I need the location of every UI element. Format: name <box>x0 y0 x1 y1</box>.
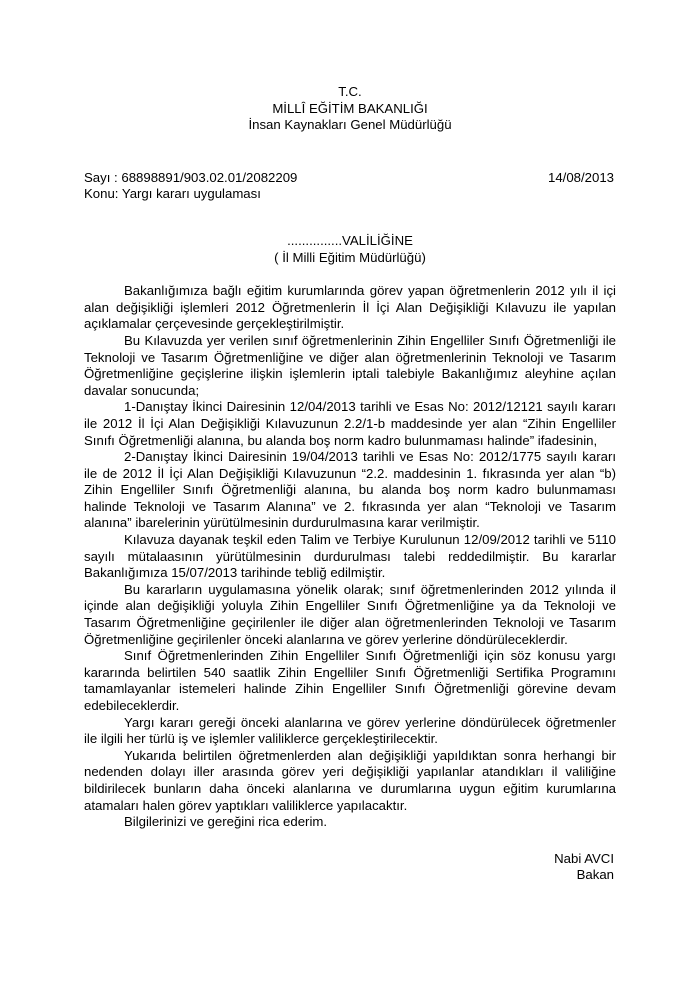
body-paragraph: Yukarıda belirtilen öğretmenlerden alan değişikliği yapıldıktan sonra herhangi bir nedenden dolayı iller arasında görev yeri değişikliği yapılanlar atandıkları il valiliğine bildirilecek bunların daha önceki alanlarına ve durumlarına uygun eğitim kurumlarına atamaları halen görev yaptıkları valiliklerce yapılacaktır. <box>84 747 616 813</box>
body-paragraph: 1-Danıştay İkinci Dairesinin 12/04/2013 tarihli ve Esas No: 2012/12121 sayılı kararı ile 2012 İl İçi Alan Değişikliği Kılavuzunun 2.2/1-b maddesinde yer alan “Zihin Engelliler Sınıfı Öğretmenliği alanına, bu alanda boş norm kadro bulunmaması halinde” ifadesinin, <box>84 399 616 448</box>
body-paragraph: Bu Kılavuzda yer verilen sınıf öğretmenlerinin Zihin Engelliler Sınıfı Öğretmenliği ile Teknoloji ve Tasarım Öğretmenliğine ve diğer alan öğretmenlerinin Teknoloji ve Tasarım Öğretmenliğine geçişlerine ilişkin işlemlerin iptali talebiyle Bakanlığımız aleyhine açılan davalar sonucunda; <box>84 332 616 398</box>
meta-row-number <box>84 170 616 187</box>
recipient-line-1: ...............VALİLİĞİNE <box>287 232 413 248</box>
document-subject: Konu: Yargı kararı uygulaması <box>84 186 261 202</box>
header-tc: T.C. <box>338 84 362 99</box>
header-ministry: MİLLÎ EĞİTİM BAKANLIĞI <box>272 100 428 116</box>
body-paragraph: Sınıf Öğretmenlerinden Zihin Engelliler Sınıfı Öğretmenliği için söz konusu yargı kararında belirtilen 540 saatlik Zihin Engelliler Sınıfı Öğretmenliği Sertifika Programını tamamlayanlar istemeleri halinde Zihin Engelliler Sınıfı Öğretmenliği görevine devam edebileceklerdir. <box>84 648 616 713</box>
header-directorate: İnsan Kaynakları Genel Müdürlüğü <box>248 117 452 133</box>
letterhead <box>84 84 616 134</box>
body-paragraph: Kılavuza dayanak teşkil eden Talim ve Terbiye Kurulunun 12/09/2012 tarihli ve 5110 sayılı mütalaasının yürütülmesinin durdurulması talebi reddedilmiştir. Bu kararlar Bakanlığımıza 15/07/2013 tarihinde tebliğ edilmiştir. <box>84 532 616 581</box>
document-body <box>84 283 616 831</box>
recipient-line-2: ( İl Milli Eğitim Müdürlüğü) <box>274 249 426 265</box>
body-paragraph: Yargı kararı gereği önceki alanlarına ve görev yerlerine döndürülecek öğretmenler ile ilgili her türlü iş ve işlemler valiliklerce gerçekleştirilecektir. <box>84 714 616 747</box>
signature-block <box>84 851 616 884</box>
recipient <box>84 233 616 266</box>
document-meta <box>84 170 616 203</box>
document-date: 14/08/2013 <box>547 169 614 185</box>
body-paragraph: 2-Danıştay İkinci Dairesinin 19/04/2013 tarihli ve Esas No: 2012/1775 sayılı kararı ile de 2012 İl İçi Alan Değişikliği Kılavuzunun “2.2. maddesinin 1. fıkrasında yer alan “b) Zihin Engelliler Sınıfı Öğretmenliği alanına, bu alanda boş norm kadro bulunmaması halinde Teknoloji ve Tasarım Alanına” ve 2. fıkrasında yer alan “Teknoloji ve Tasarım alanına” ibarelerinin yürütülmesinin durdurulmasına karar verilmiştir. <box>84 449 616 531</box>
document-number: Sayı : 68898891/903.02.01/2082209 <box>84 169 298 185</box>
body-paragraph: Bakanlığımıza bağlı eğitim kurumlarında görev yapan öğretmenlerin 2012 yılı il içi alan değişikliği işlemleri 2012 Öğretmenlerin İl İçi Alan Değişikliği Kılavuzu ile yapılan açıklamalar çerçevesinde gerçekleştirilmiştir. <box>84 283 616 332</box>
body-paragraph: Bu kararların uygulamasına yönelik olarak; sınıf öğretmenlerinden 2012 yılında il içinde alan değişikliği yoluyla Zihin Engelliler Sınıfı Öğretmenliğine ya da Teknoloji ve Tasarım Öğretmenliğine geçirilenler ile diğer alan öğretmenlerinden Teknoloji ve Tasarım Öğretmenliğine geçirilenler önceki alanlarına ve görev yerlerine döndürüleceklerdir. <box>84 581 616 647</box>
signatory-name: Nabi AVCI <box>554 850 614 866</box>
body-paragraph: Bilgilerinizi ve gereğini rica ederim. <box>124 814 328 830</box>
signatory-title: Bakan <box>576 867 614 883</box>
